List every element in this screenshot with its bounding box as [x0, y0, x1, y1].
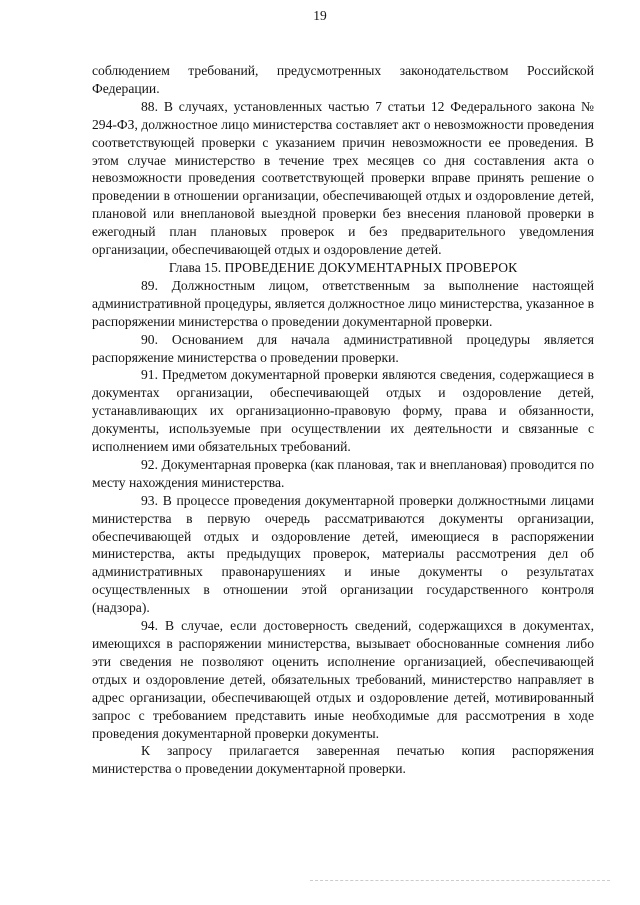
paragraph-attachment: К запросу прилагается заверенная печатью копия распоряжения министерства о проведении документарной проверки. [92, 743, 594, 777]
document-body [92, 62, 594, 778]
paragraph-89: 89. Должностным лицом, ответственным за выполнение настоящей административной процедуры, является должностное лицо министерства, указанное в распоряжении министерства о проведении документарной проверки. [92, 277, 594, 329]
chapter-heading: Глава 15. ПРОВЕДЕНИЕ ДОКУМЕНТАРНЫХ ПРОВЕРОК [168, 259, 518, 275]
paragraph-92: 92. Документарная проверка (как плановая, так и внеплановая) проводится по месту нахождения министерства. [92, 456, 594, 490]
paragraph-88: 88. В случаях, установленных частью 7 статьи 12 Федерального закона № 294-ФЗ, должностное лицо министерства составляет акт о невозможности проведения соответствующей проверки с указанием причин невозможности ее проведения. В этом случае министерство в течение трех месяцев со дня составления акта о невозможности проведения соответствующей проверки вправе принять решение о проведении в отношении организации, обеспечивающей отдых и оздоровление детей, плановой или внеплановой выездной проверки без внесения плановой проверки в ежегодный план плановых проверок и без предварительного уведомления организации, обеспечивающей отдых и оздоровление детей. [92, 98, 594, 258]
paragraph-94: 94. В случае, если достоверность сведений, содержащихся в документах, имеющихся в распоряжении министерства, вызывает обоснованные сомнения либо эти сведения не позволяют оценить исполнение организацией, обеспечивающей отдых и оздоровление детей, обязательных требований, министерство направляет в адрес организации, обеспечивающей отдых и оздоровление детей, мотивированный запрос с требованием представить иные необходимые для рассмотрения в ходе проведения документарной проверки документы. [92, 618, 594, 741]
paragraph-90: 90. Основанием для начала административной процедуры является распоряжение министерства о проведении проверки. [92, 331, 594, 365]
paragraph-continuation: соблюдением требований, предусмотренных законодательством Российской Федерации. [92, 63, 594, 96]
paragraph-93: 93. В процессе проведения документарной проверки должностными лицами министерства в первую очередь рассматриваются документы организации, обеспечивающей отдых и оздоровление детей, имеющиеся в распоряжении министерства, акты предыдущих проверок, материалы рассмотрения дел об административных правонарушениях и иные документы о результатах осуществленных в отношении этой организации государственного контроля (надзора). [92, 492, 594, 616]
scan-artifact-line [310, 880, 610, 881]
page-number: 19 [313, 8, 327, 23]
paragraph-91: 91. Предметом документарной проверки являются сведения, содержащиеся в документах организации, обеспечивающей отдых и оздоровление детей, устанавливающих их организационно-правовую форму, права и обязанности, документы, используемые при осуществлении их деятельности и связанные с исполнением ими обязательных требований. [92, 367, 594, 455]
